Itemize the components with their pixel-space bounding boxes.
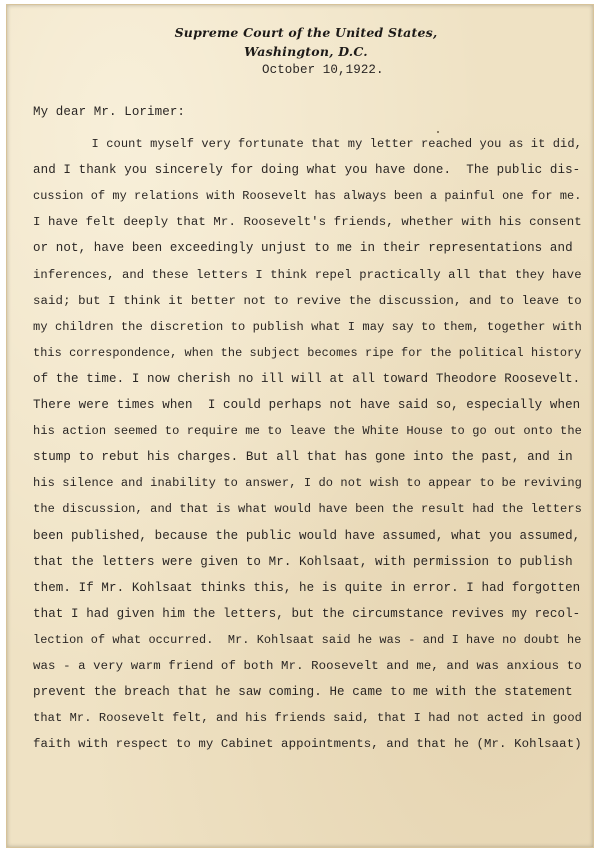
body-line: them. If Mr. Kohlsaat thinks this, he is quite in error. I had forgotten (33, 580, 581, 595)
body-line: I have felt deeply that Mr. Roosevelt's friends, whether with his consent (33, 215, 582, 230)
body-line: or not, have been exceedingly unjust to me in their representations and (33, 241, 573, 256)
letter-date: October 10,1922. (262, 63, 384, 77)
body-line: cussion of my relations with Roosevelt has always been a painful one for me. (33, 189, 582, 204)
body-line: been published, because the public would have assumed, what you assumed, (33, 528, 581, 543)
body-line: inferences, and these letters I think repel practically all that they have (33, 267, 582, 282)
letterhead-city: Washington, D.C. (244, 44, 368, 59)
body-line: faith with respect to my Cabinet appointments, and that he (Mr. Kohlsaat) (33, 737, 582, 752)
body-line: prevent the breach that he saw coming. He came to me with the statement (33, 685, 573, 700)
body-line: was - a very warm friend of both Mr. Roosevelt and me, and was anxious to (33, 659, 582, 673)
body-line: of the time. I now cherish no ill will at all toward Theodore Roosevelt. (33, 371, 581, 386)
body-line: this correspondence, when the subject becomes ripe for the political history (33, 345, 582, 360)
paper-speck (437, 131, 439, 133)
body-line: his action seemed to require me to leave the White House to go out onto the (33, 424, 582, 439)
letterhead-court-name: Supreme Court of the United States, (174, 25, 438, 40)
body-line: that the letters were given to Mr. Kohlsaat, with permission to publish (33, 554, 573, 569)
salutation: My dear Mr. Lorimer: (33, 105, 186, 119)
body-line: There were times when I could perhaps not have said so, especially when (33, 398, 581, 412)
body-line: my children the discretion to publish what I may say to them, together with (33, 319, 582, 334)
body-line: I count myself very fortunate that my letter reached you as it did, (33, 137, 582, 151)
body-line: that I had given him the letters, but the circumstance revives my recol- (33, 606, 581, 621)
body-line: the discussion, and that is what would have been the result had the letters (33, 502, 582, 517)
body-line: his silence and inability to answer, I do not wish to appear to be reviving (33, 476, 582, 491)
body-line: lection of what occurred. Mr. Kohlsaat said he was - and I have no doubt he (33, 632, 582, 647)
body-line: stump to rebut his charges. But all that has gone into the past, and in (33, 450, 573, 465)
body-line: said; but I think it better not to revive the discussion, and to leave to (33, 293, 582, 308)
body-line: that Mr. Roosevelt felt, and his friends said, that I had not acted in good (33, 711, 582, 726)
body-line: and I thank you sincerely for doing what you have done. The public dis- (33, 163, 581, 178)
